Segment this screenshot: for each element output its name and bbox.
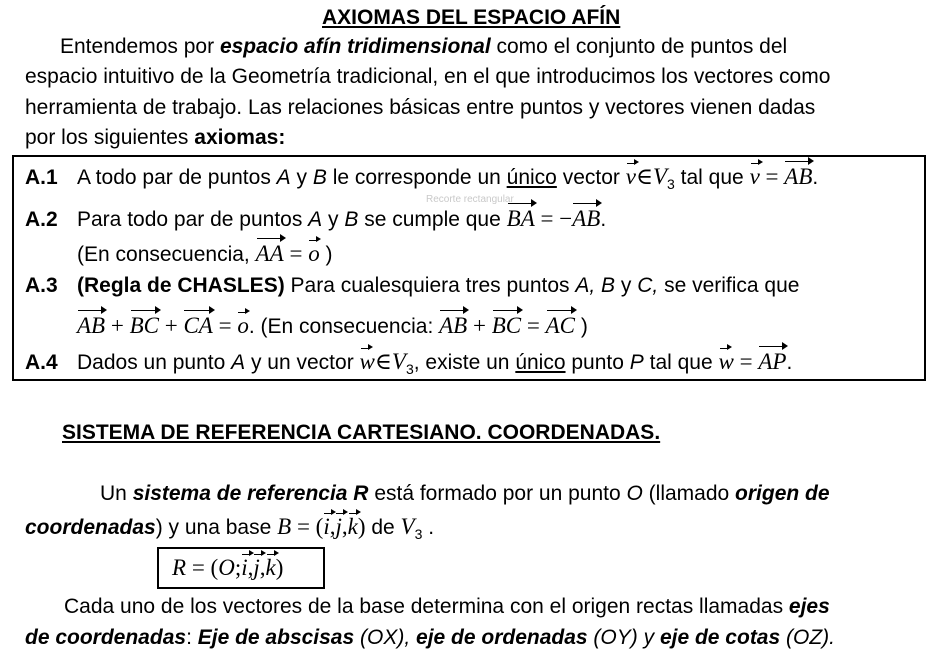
vector-i: i bbox=[323, 514, 330, 539]
axiom-text: A todo par de puntos bbox=[77, 166, 277, 189]
point-b: B bbox=[344, 208, 359, 231]
axiom-text: y bbox=[615, 274, 638, 297]
vector-ba: BA bbox=[506, 206, 535, 231]
close-paren: ) bbox=[275, 555, 284, 580]
axiom-a2 bbox=[25, 206, 606, 233]
underlined-unico: único bbox=[515, 351, 566, 374]
point-a: A bbox=[276, 166, 291, 189]
section2-line-2 bbox=[25, 514, 434, 541]
vector-ab: AB bbox=[439, 313, 468, 338]
axiom-label: A.4 bbox=[25, 351, 58, 374]
reference-r: R bbox=[172, 555, 187, 580]
subscript-3: 3 bbox=[667, 176, 675, 192]
point-b: B bbox=[595, 274, 616, 297]
intro-term: espacio afín tridimensional bbox=[219, 35, 491, 58]
vector-j: j bbox=[335, 514, 342, 539]
equals-sign: = bbox=[521, 313, 546, 338]
axiom-a2-consequence bbox=[77, 241, 333, 268]
semicolon: ; bbox=[234, 555, 242, 580]
vector-w: w bbox=[359, 349, 375, 374]
term-eje-cotas: eje de cotas bbox=[659, 626, 781, 649]
axiom-text: y bbox=[290, 166, 313, 189]
term-eje-ordenadas: eje de ordenadas bbox=[416, 626, 588, 649]
vector-v: v bbox=[625, 164, 636, 189]
chasles-rule: (Regla de CHASLES) bbox=[77, 274, 285, 297]
term-ejes: ejes bbox=[788, 595, 830, 618]
equals-open: = ( bbox=[291, 514, 324, 539]
point-o: O bbox=[626, 482, 643, 505]
zero-vector: o bbox=[308, 241, 320, 266]
term-coordenadas: coordenadas bbox=[25, 516, 156, 539]
vector-w: w bbox=[718, 349, 734, 374]
point-b: B bbox=[312, 166, 327, 189]
period: . bbox=[248, 315, 255, 338]
axiom-text: Para todo par de puntos bbox=[77, 208, 309, 231]
point-c: C, bbox=[637, 274, 659, 297]
axiom-text: (En consecuencia, bbox=[77, 243, 256, 266]
axiom-text: (En consecuencia: bbox=[254, 315, 440, 338]
axiom-text: , existe un bbox=[413, 351, 516, 374]
term-sistema-referencia: sistema de referencia R bbox=[132, 482, 369, 505]
section-text: Un bbox=[100, 482, 133, 505]
axiom-a1 bbox=[25, 164, 818, 191]
period: . bbox=[812, 166, 819, 189]
axiom-text: tal que bbox=[674, 166, 750, 189]
axiom-a3-formula bbox=[77, 313, 588, 340]
vector-ca: CA bbox=[183, 313, 213, 338]
intro-text: como el conjunto de puntos del bbox=[490, 35, 788, 58]
section2-line-4 bbox=[25, 625, 835, 651]
intro-text: Entendemos por bbox=[60, 35, 220, 58]
vector-ab: AB bbox=[784, 164, 813, 189]
comma: , bbox=[329, 514, 336, 539]
page-title: AXIOMAS DEL ESPACIO AFÍN bbox=[322, 6, 621, 29]
axiom-label: A.2 bbox=[25, 208, 58, 231]
basis-b: B bbox=[277, 514, 292, 539]
axiom-text: se verifica que bbox=[658, 274, 800, 297]
space-v: V bbox=[391, 349, 406, 374]
subscript-3: 3 bbox=[405, 361, 414, 377]
term-origen: origen de bbox=[735, 482, 830, 505]
vector-ab: AB bbox=[77, 313, 106, 338]
equals-sign: = bbox=[759, 164, 785, 189]
plus-sign: + bbox=[105, 313, 130, 338]
intro-axiomas: axiomas: bbox=[194, 126, 286, 149]
vector-v: v bbox=[749, 164, 760, 189]
vector-bc: BC bbox=[129, 313, 159, 338]
comma: , bbox=[259, 555, 266, 580]
intro-line-1 bbox=[60, 34, 787, 60]
element-of-symbol: ∈ bbox=[635, 164, 653, 189]
underlined-unico: único bbox=[506, 166, 557, 189]
intro-line-3: herramienta de trabajo. Las relaciones básicas entre puntos y vectores vienen dadas bbox=[25, 96, 816, 119]
vector-j: j bbox=[253, 555, 260, 580]
period: . bbox=[786, 351, 793, 374]
equals-sign: = bbox=[212, 313, 238, 338]
axiom-label: A.1 bbox=[25, 166, 58, 189]
axiom-text: Dados un punto bbox=[77, 351, 232, 374]
axiom-a3 bbox=[25, 273, 799, 299]
axiom-text: y bbox=[322, 208, 345, 231]
section-text: : bbox=[186, 626, 198, 649]
section-text: Cada uno de los vectores de la base determina con el origen rectas llamadas bbox=[64, 595, 789, 618]
axiom-text: tal que bbox=[643, 351, 719, 374]
section-text: ) y una base bbox=[155, 516, 278, 539]
equals-minus: = − bbox=[534, 206, 573, 231]
close-paren: ) bbox=[357, 514, 366, 539]
point-p: P bbox=[629, 351, 644, 374]
vector-aa: AA bbox=[255, 241, 284, 266]
term-eje-abscisas: Eje de abscisas bbox=[197, 626, 355, 649]
zero-vector: o bbox=[237, 313, 249, 338]
equals-sign: = bbox=[733, 349, 759, 374]
intro-text: por los siguientes bbox=[25, 126, 195, 149]
plus-sign: + bbox=[158, 313, 184, 338]
axiom-text: punto bbox=[565, 351, 630, 374]
axiom-text: y un vector bbox=[245, 351, 360, 374]
subscript-3: 3 bbox=[414, 526, 423, 542]
point-a: A bbox=[231, 351, 246, 374]
ghost-tooltip: Recorte rectangular bbox=[426, 194, 514, 205]
point-a: A bbox=[308, 208, 323, 231]
comma: , bbox=[247, 555, 254, 580]
vector-ab: AB bbox=[572, 206, 601, 231]
vector-ac: AC bbox=[545, 313, 575, 338]
vector-bc: BC bbox=[491, 313, 522, 338]
axiom-text: ) bbox=[319, 243, 333, 266]
axiom-label: A.3 bbox=[25, 274, 58, 297]
axis-oz: (OZ). bbox=[780, 626, 835, 649]
section2-line-3 bbox=[64, 594, 830, 620]
point-a: A, bbox=[575, 274, 596, 297]
period: . bbox=[600, 208, 607, 231]
axis-oy: (OY) y bbox=[587, 626, 660, 649]
space-v: V bbox=[652, 164, 668, 189]
axiom-a4 bbox=[25, 349, 792, 376]
axiom-text: Para cualesquiera tres puntos bbox=[284, 274, 576, 297]
equals-sign: = bbox=[283, 241, 309, 266]
vector-ap: AP bbox=[758, 349, 787, 374]
plus-sign: + bbox=[467, 313, 492, 338]
element-of-symbol: ∈ bbox=[374, 349, 392, 374]
section-text: está formado por un punto bbox=[368, 482, 627, 505]
section-text: de bbox=[365, 516, 401, 539]
intro-line-2: espacio intuitivo de la Geometría tradicional, en el que introducimos los vectores como bbox=[25, 65, 831, 88]
axiom-text: le corresponde un bbox=[326, 166, 507, 189]
equals-open: = ( bbox=[186, 555, 219, 580]
period: . bbox=[422, 516, 435, 539]
axiom-text: ) bbox=[574, 315, 588, 338]
section2-line-1 bbox=[100, 481, 830, 507]
term-de-coordenadas: de coordenadas bbox=[25, 626, 187, 649]
space-v: V bbox=[400, 514, 415, 539]
vector-k: k bbox=[265, 555, 276, 580]
axiom-text: vector bbox=[556, 166, 626, 189]
comma: , bbox=[341, 514, 348, 539]
vector-i: i bbox=[241, 555, 248, 580]
reference-formula bbox=[172, 555, 283, 582]
section-text: (llamado bbox=[642, 482, 736, 505]
axiom-text: se cumple que bbox=[358, 208, 507, 231]
section-title: SISTEMA DE REFERENCIA CARTESIANO. COORDENADAS. bbox=[62, 421, 661, 444]
intro-line-4 bbox=[25, 125, 285, 151]
vector-k: k bbox=[347, 514, 358, 539]
point-o: O bbox=[218, 555, 235, 580]
axis-ox: (OX), bbox=[354, 626, 417, 649]
